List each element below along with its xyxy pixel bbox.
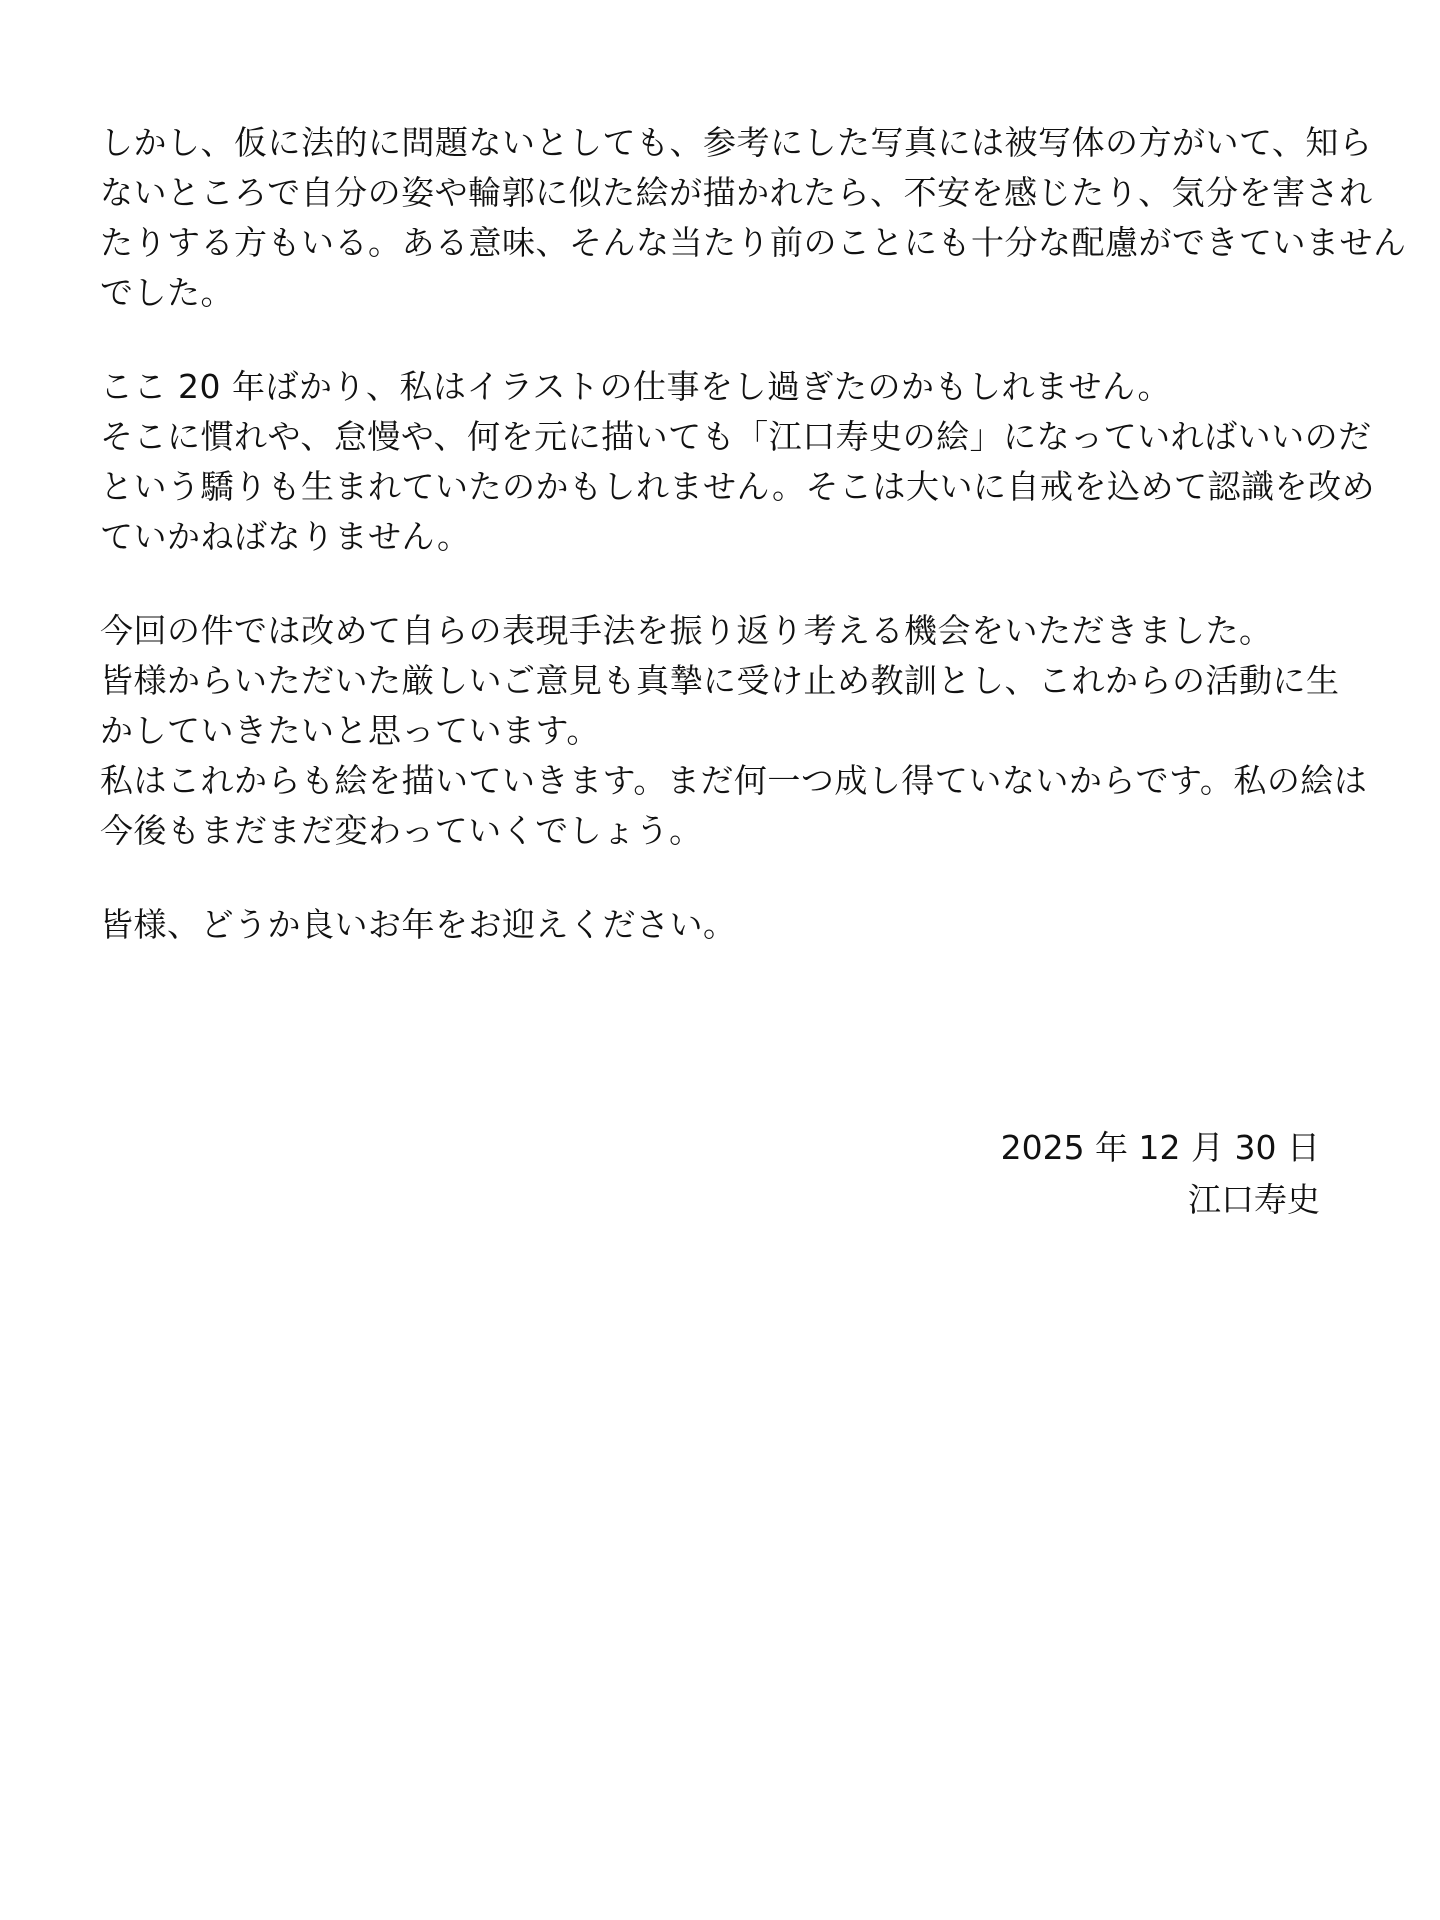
text-line: ここ 20 年ばかり、私はイラストの仕事をし過ぎたのかもしれません。 (100, 367, 1171, 406)
paragraph (100, 606, 1368, 856)
paragraph (100, 118, 1407, 318)
text-line: 私はこれからも絵を描いていきます。まだ何一つ成し得ていないからです。私の絵は (100, 761, 1368, 800)
text-line: かしていきたいと思っています。 (100, 711, 600, 750)
text-line: ないところで自分の姿や輪郭に似た絵が描かれたら、不安を感じたり、気分を害され (100, 173, 1373, 212)
text-line: しかし、仮に法的に問題ないとしても、参考にした写真には被写体の方がいて、知ら (100, 123, 1373, 162)
letter-date: 2025 年 12 月 30 日 (1000, 1128, 1320, 1167)
text-line: でした。 (100, 273, 234, 312)
text-line: 皆様、どうか良いお年をお迎えください。 (100, 905, 737, 944)
author-name: 江口寿史 (1188, 1180, 1320, 1219)
paragraph (100, 900, 1360, 950)
text-line: たりする方もいる。ある意味、そんな当たり前のことにも十分な配慮ができていません (100, 223, 1407, 262)
letter-body (100, 118, 1407, 950)
text-line: 今後もまだまだ変わっていくでしょう。 (100, 811, 703, 850)
text-line: 今回の件では改めて自らの表現手法を振り返り考える機会をいただきました。 (100, 611, 1273, 650)
signature-block (1001, 1122, 1320, 1226)
text-line: という驕りも生まれていたのかもしれません。そこは大いに自戒を込めて認識を改め (100, 467, 1375, 506)
paragraph (100, 362, 1375, 562)
text-line: 皆様からいただいた厳しいご意見も真摯に受け止め教訓とし、これからの活動に生 (100, 661, 1340, 700)
text-line: そこに慣れや、怠慢や、何を元に描いても「江口寿史の絵」になっていればいいのだ (100, 417, 1372, 456)
text-line: ていかねばなりません。 (100, 517, 471, 556)
